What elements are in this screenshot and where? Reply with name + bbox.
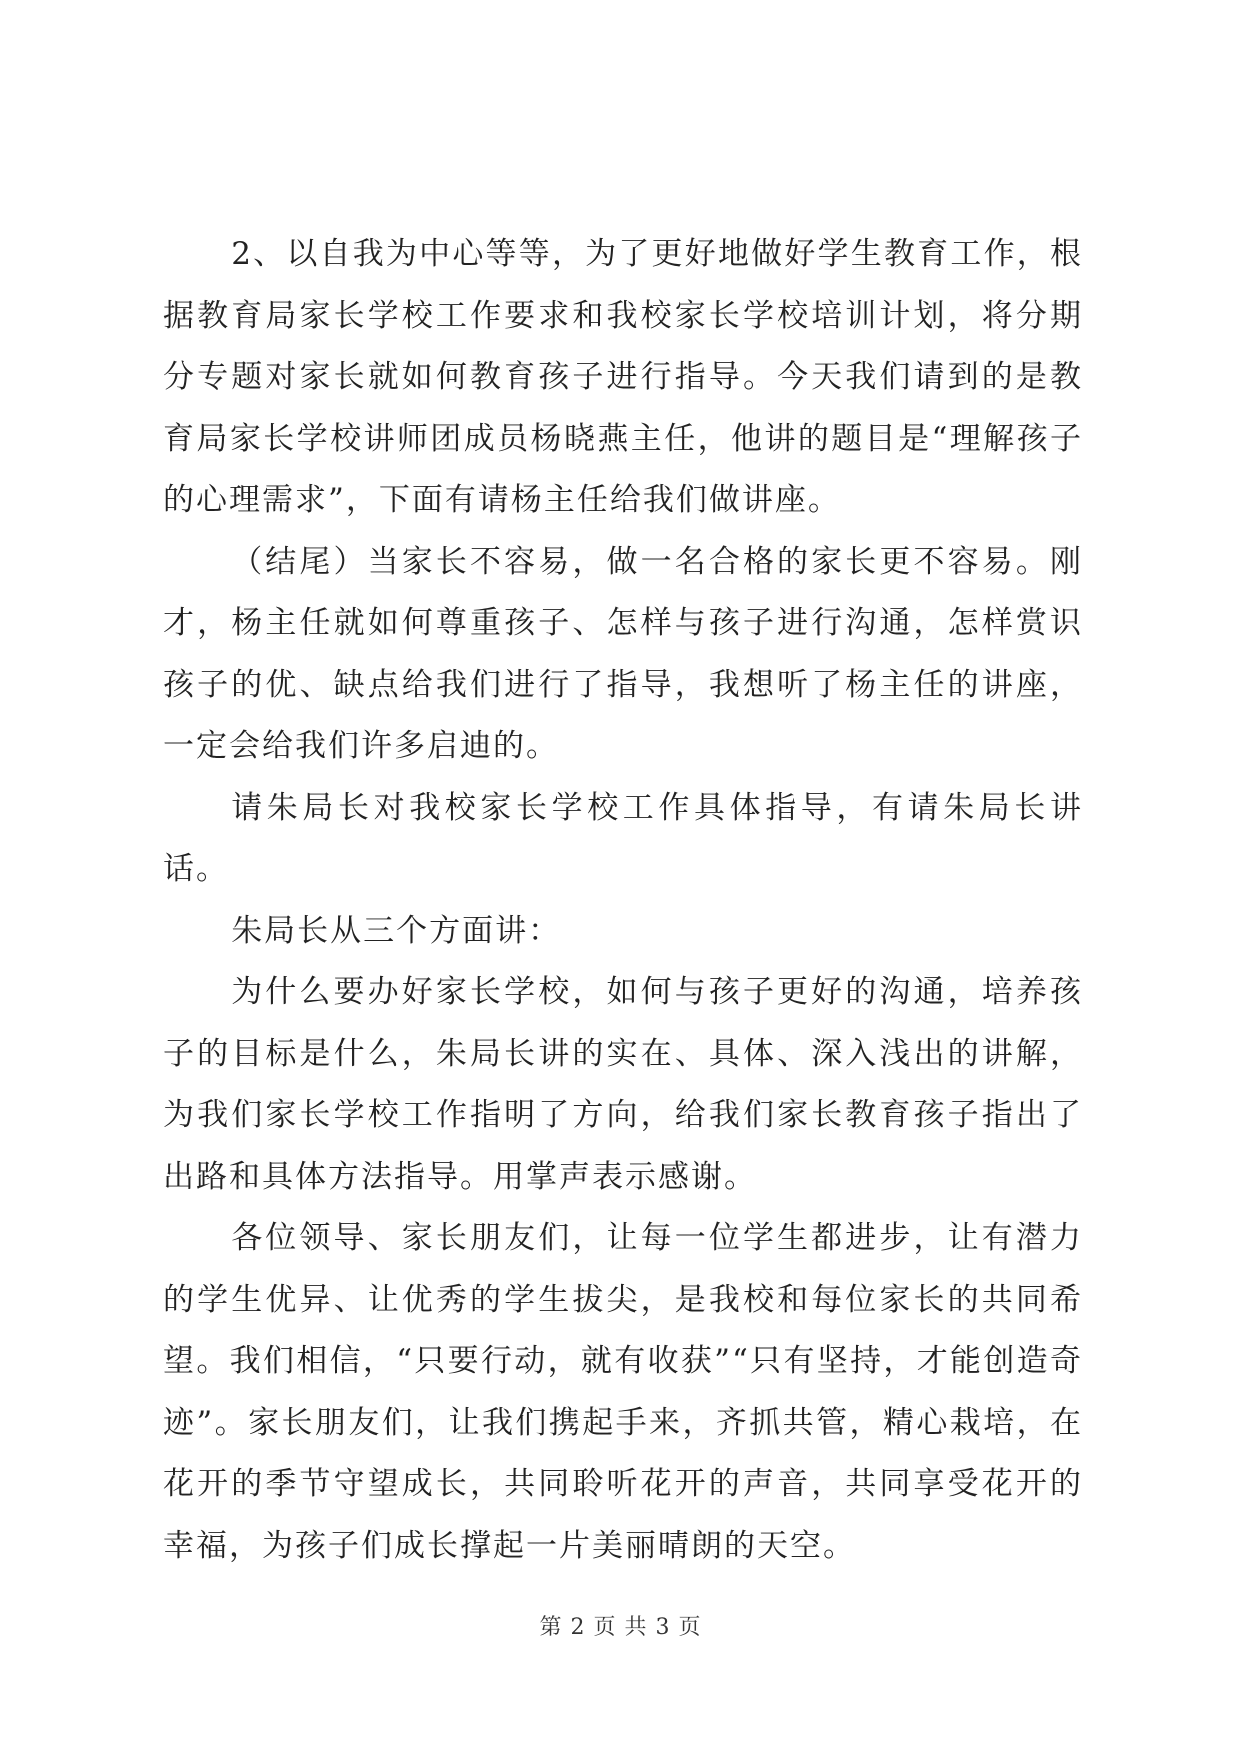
paragraph-invite-director: 请朱局长对我校家长学校工作具体指导，有请朱局长讲话。 bbox=[163, 789, 1083, 887]
paragraph-intro: 2、以自我为中心等等，为了更好地做好学生教育工作，根据教育局家长学校工作要求和我校家长学校培训计划，将分期分专题对家长就如何教育孩子进行指导。今天我们请到的是教育局家长学校讲师团成员杨晓燕主任，他讲的题目是“理解孩子的心理需求”，下面有请杨主任给我们做讲座。 bbox=[163, 236, 1083, 518]
paragraph-director-points: 朱局长从三个方面讲： bbox=[231, 912, 562, 949]
page-number-footer: 第 2 页 共 3 页 bbox=[539, 1615, 702, 1640]
paragraph-closing: （结尾）当家长不容易，做一名合格的家长更不容易。刚才，杨主任就如何尊重孩子、怎样与孩子进行沟通，怎样赏识孩子的优、缺点给我们进行了指导，我想听了杨主任的讲座，一定会给我们许多启迪的。 bbox=[163, 543, 1083, 764]
paragraph-director-summary: 为什么要办好家长学校，如何与孩子更好的沟通，培养孩子的目标是什么，朱局长讲的实在、具体、深入浅出的讲解，为我们家长学校工作指明了方向，给我们家长教育孩子指出了出路和具体方法指导。用掌声表示感谢。 bbox=[163, 974, 1083, 1195]
document-body bbox=[163, 224, 1083, 1577]
paragraph-conclusion: 各位领导、家长朋友们，让每一位学生都进步，让有潜力的学生优异、让优秀的学生拔尖，是我校和每位家长的共同希望。我们相信，“只要行动，就有收获”“只有坚持，才能创造奇迹”。家长朋友们，让我们携起手来，齐抓共管，精心栽培，在花开的季节守望成长，共同聆听花开的声音，共同享受花开的幸福，为孩子们成长撑起一片美丽晴朗的天空。 bbox=[163, 1220, 1083, 1564]
